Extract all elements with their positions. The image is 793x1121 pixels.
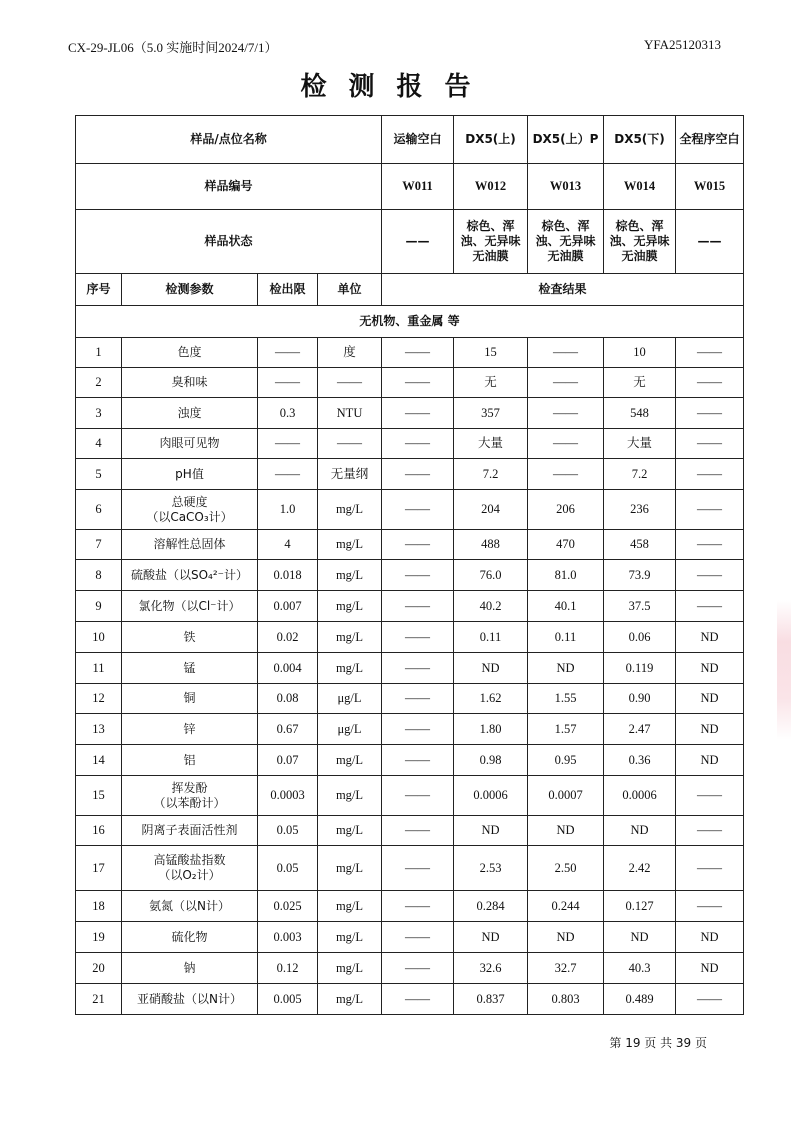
column-header-row (76, 274, 744, 306)
sample-name: DX5(上）P (528, 116, 604, 164)
param-name: 臭和味 (171, 375, 208, 389)
page-title: 检测报告 (300, 72, 493, 102)
row-result: 2.50 (528, 846, 604, 891)
row-result: ND (454, 653, 528, 684)
row-unit: NTU (318, 398, 382, 429)
table-row (76, 338, 744, 368)
row-param (122, 745, 258, 776)
row-limit: 0.05 (258, 816, 318, 846)
row-unit: μg/L (318, 684, 382, 714)
row-result: ND (604, 922, 676, 953)
row-result: 458 (604, 530, 676, 560)
row-result: 2.47 (604, 714, 676, 745)
table-row (76, 459, 744, 490)
row-unit: μg/L (318, 714, 382, 745)
table-row (76, 745, 744, 776)
row-unit: 无量纲 (318, 459, 382, 490)
row-limit: 0.007 (258, 591, 318, 622)
row-unit: mg/L (318, 984, 382, 1015)
param-basis: （以O₂计） (158, 868, 221, 882)
row-seq: 7 (76, 530, 122, 560)
row-result: 0.11 (528, 622, 604, 653)
table-row (76, 953, 744, 984)
row-seq: 2 (76, 368, 122, 398)
col-seq: 序号 (76, 274, 122, 306)
results-table (75, 115, 744, 1015)
row-result: 1.55 (528, 684, 604, 714)
param-name: 铁 (183, 629, 196, 644)
row-result: ND (528, 922, 604, 953)
row-seq: 11 (76, 653, 122, 684)
row-result: 15 (454, 338, 528, 368)
row-unit: mg/L (318, 953, 382, 984)
sample-state: 棕色、浑浊、无异味无油膜 (528, 210, 604, 274)
row-result: 470 (528, 530, 604, 560)
row-result: 548 (604, 398, 676, 429)
row-result: 大量 (604, 429, 676, 459)
seal-edge (777, 600, 791, 740)
sample-id-row (76, 164, 744, 210)
row-result: 1.57 (528, 714, 604, 745)
row-result: —— (676, 368, 744, 398)
row-result: 0.98 (454, 745, 528, 776)
row-unit: mg/L (318, 891, 382, 922)
row-limit: —— (258, 368, 318, 398)
row-result: 32.6 (454, 953, 528, 984)
row-seq: 20 (76, 953, 122, 984)
row-result: —— (676, 530, 744, 560)
sample-id: W011 (382, 164, 454, 210)
row-seq: 14 (76, 745, 122, 776)
row-result: 0.244 (528, 891, 604, 922)
row-result: —— (382, 922, 454, 953)
row-param (122, 560, 258, 591)
row-param (122, 714, 258, 745)
row-result: ND (676, 622, 744, 653)
param-basis: （以CaCO₃计） (146, 509, 233, 524)
row-unit: mg/L (318, 591, 382, 622)
sample-name-row (76, 116, 744, 164)
row-result: —— (676, 429, 744, 459)
row-unit: —— (318, 429, 382, 459)
row-seq: 12 (76, 684, 122, 714)
row-param (122, 684, 258, 714)
row-result: 73.9 (604, 560, 676, 591)
table-row (76, 560, 744, 591)
row-limit: 0.003 (258, 922, 318, 953)
row-result: —— (382, 953, 454, 984)
row-result: —— (382, 338, 454, 368)
param-basis: （以苯酚计） (153, 795, 226, 810)
row-result: ND (676, 953, 744, 984)
table-row (76, 891, 744, 922)
sample-name: 全程序空白 (676, 116, 744, 164)
table-row (76, 816, 744, 846)
row-result: 0.0007 (528, 776, 604, 816)
row-result: 1.62 (454, 684, 528, 714)
sample-state-row (76, 210, 744, 274)
sample-name-label: 样品/点位名称 (76, 116, 382, 164)
row-result: 1.80 (454, 714, 528, 745)
param-name: 铜 (183, 691, 196, 705)
row-result: 0.36 (604, 745, 676, 776)
sample-name: DX5(下) (604, 116, 676, 164)
param-name: pH值 (175, 466, 204, 481)
row-limit: —— (258, 459, 318, 490)
sample-name: 运输空白 (382, 116, 454, 164)
row-result: 0.0006 (604, 776, 676, 816)
param-name: 色度 (177, 345, 202, 359)
row-result: 488 (454, 530, 528, 560)
row-seq: 17 (76, 846, 122, 891)
row-result: 204 (454, 490, 528, 530)
table-row (76, 368, 744, 398)
param-name: 氯化物（以Cl⁻计） (138, 598, 241, 613)
row-result: 0.95 (528, 745, 604, 776)
row-result: 0.803 (528, 984, 604, 1015)
row-result: —— (676, 776, 744, 816)
row-result: —— (382, 490, 454, 530)
row-result: —— (528, 459, 604, 490)
col-unit: 单位 (318, 274, 382, 306)
row-result: —— (382, 714, 454, 745)
row-result: —— (676, 490, 744, 530)
row-result: —— (528, 398, 604, 429)
row-limit: 1.0 (258, 490, 318, 530)
row-unit: mg/L (318, 846, 382, 891)
row-seq: 9 (76, 591, 122, 622)
row-result: —— (528, 429, 604, 459)
row-result: —— (382, 816, 454, 846)
table-row (76, 398, 744, 429)
row-result: —— (676, 591, 744, 622)
table-row (76, 490, 744, 530)
table-row (76, 591, 744, 622)
table-row (76, 622, 744, 653)
row-limit: 0.05 (258, 846, 318, 891)
row-seq: 21 (76, 984, 122, 1015)
row-unit: mg/L (318, 776, 382, 816)
row-result: —— (528, 338, 604, 368)
row-result: 0.90 (604, 684, 676, 714)
section-row (76, 306, 744, 338)
row-result: 236 (604, 490, 676, 530)
row-result: ND (454, 922, 528, 953)
row-seq: 8 (76, 560, 122, 591)
row-limit: 4 (258, 530, 318, 560)
row-result: 40.1 (528, 591, 604, 622)
row-limit: —— (258, 429, 318, 459)
row-result: 40.2 (454, 591, 528, 622)
param-name: 阴离子表面活性剂 (141, 823, 238, 837)
row-unit: mg/L (318, 653, 382, 684)
row-param (122, 530, 258, 560)
row-result: 2.53 (454, 846, 528, 891)
param-name: 氨氮（以N计） (149, 898, 230, 913)
row-limit: 0.67 (258, 714, 318, 745)
sample-id: W012 (454, 164, 528, 210)
row-param (122, 891, 258, 922)
row-result: —— (382, 398, 454, 429)
row-limit: 0.08 (258, 684, 318, 714)
row-result: —— (382, 846, 454, 891)
row-unit: mg/L (318, 922, 382, 953)
row-param (122, 984, 258, 1015)
row-result: 357 (454, 398, 528, 429)
sample-id: W014 (604, 164, 676, 210)
row-limit: 0.025 (258, 891, 318, 922)
row-result: ND (604, 816, 676, 846)
row-param (122, 653, 258, 684)
row-result: 0.0006 (454, 776, 528, 816)
row-unit: mg/L (318, 560, 382, 591)
row-result: 206 (528, 490, 604, 530)
row-result: —— (676, 984, 744, 1015)
row-result: —— (382, 429, 454, 459)
row-result: ND (454, 816, 528, 846)
row-result: 大量 (454, 429, 528, 459)
row-result: —— (528, 368, 604, 398)
row-limit: 0.3 (258, 398, 318, 429)
row-result: 32.7 (528, 953, 604, 984)
row-limit: 0.018 (258, 560, 318, 591)
table-row (76, 530, 744, 560)
row-limit: 0.07 (258, 745, 318, 776)
row-result: 0.837 (454, 984, 528, 1015)
row-param (122, 338, 258, 368)
row-result: 2.42 (604, 846, 676, 891)
sample-name: DX5(上) (454, 116, 528, 164)
table-row (76, 922, 744, 953)
row-result: —— (676, 560, 744, 591)
document-code: CX-29-JL06（5.0 实施时间2024/7/1） (68, 40, 278, 55)
row-result: 0.127 (604, 891, 676, 922)
row-result: 10 (604, 338, 676, 368)
row-result: 0.11 (454, 622, 528, 653)
row-unit: mg/L (318, 490, 382, 530)
sample-id: W013 (528, 164, 604, 210)
row-result: —— (382, 560, 454, 591)
row-seq: 18 (76, 891, 122, 922)
row-limit: 0.005 (258, 984, 318, 1015)
row-param (122, 398, 258, 429)
section-label: 无机物、重金属 等 (76, 306, 744, 338)
param-name: 挥发酚 (171, 780, 208, 795)
report-number: YFA25120313 (643, 37, 721, 52)
param-name: 亚硝酸盐（以N计） (137, 991, 242, 1006)
row-limit: —— (258, 338, 318, 368)
row-result: —— (382, 622, 454, 653)
row-param (122, 816, 258, 846)
row-result: —— (382, 459, 454, 490)
row-unit: mg/L (318, 622, 382, 653)
sample-state: —— (382, 210, 454, 274)
param-name: 铝 (183, 752, 196, 767)
row-unit: mg/L (318, 530, 382, 560)
param-name: 浊度 (177, 405, 202, 420)
row-param (122, 846, 258, 891)
row-result: 0.06 (604, 622, 676, 653)
row-seq: 15 (76, 776, 122, 816)
row-result: ND (528, 653, 604, 684)
row-result: 0.489 (604, 984, 676, 1015)
row-seq: 6 (76, 490, 122, 530)
row-result: —— (382, 684, 454, 714)
row-unit: mg/L (318, 745, 382, 776)
row-param (122, 490, 258, 530)
row-result: 无 (604, 368, 676, 398)
row-result: —— (676, 398, 744, 429)
row-result: 0.284 (454, 891, 528, 922)
param-name: 硫酸盐（以SO₄²⁻计） (130, 567, 249, 582)
row-result: 81.0 (528, 560, 604, 591)
row-result: 7.2 (454, 459, 528, 490)
row-result: —— (382, 653, 454, 684)
row-seq: 5 (76, 459, 122, 490)
row-seq: 3 (76, 398, 122, 429)
sample-state: 棕色、浑浊、无异味无油膜 (604, 210, 676, 274)
table-row (76, 684, 744, 714)
param-name: 锌 (183, 721, 196, 736)
table-row (76, 653, 744, 684)
table-row (76, 984, 744, 1015)
row-result: —— (382, 591, 454, 622)
param-name: 高锰酸盐指数 (153, 853, 226, 867)
row-param (122, 368, 258, 398)
row-param (122, 922, 258, 953)
row-seq: 13 (76, 714, 122, 745)
row-result: —— (382, 368, 454, 398)
table-row (76, 714, 744, 745)
page-footer: 第 19 页 共 39 页 (609, 1036, 707, 1050)
row-result: 40.3 (604, 953, 676, 984)
param-name: 肉眼可见物 (159, 436, 220, 450)
row-param (122, 953, 258, 984)
row-result: —— (382, 745, 454, 776)
row-limit: 0.02 (258, 622, 318, 653)
row-unit: 度 (318, 338, 382, 368)
row-unit: —— (318, 368, 382, 398)
sample-state: 棕色、浑浊、无异味无油膜 (454, 210, 528, 274)
row-result: ND (676, 653, 744, 684)
row-seq: 4 (76, 429, 122, 459)
row-seq: 10 (76, 622, 122, 653)
col-limit: 检出限 (258, 274, 318, 306)
row-seq: 1 (76, 338, 122, 368)
row-param (122, 429, 258, 459)
row-result: ND (528, 816, 604, 846)
row-limit: 0.0003 (258, 776, 318, 816)
row-param (122, 591, 258, 622)
row-seq: 16 (76, 816, 122, 846)
row-param (122, 459, 258, 490)
row-result: —— (676, 816, 744, 846)
row-result: 无 (454, 368, 528, 398)
row-result: ND (676, 714, 744, 745)
row-result: 0.119 (604, 653, 676, 684)
row-result: —— (676, 891, 744, 922)
param-name: 总硬度 (171, 494, 208, 509)
row-result: —— (382, 530, 454, 560)
row-param (122, 622, 258, 653)
row-result: 37.5 (604, 591, 676, 622)
sample-id-label: 样品编号 (76, 164, 382, 210)
row-unit: mg/L (318, 816, 382, 846)
param-name: 钠 (183, 960, 196, 975)
row-limit: 0.004 (258, 653, 318, 684)
param-name: 溶解性总固体 (153, 537, 226, 551)
sample-state: —— (676, 210, 744, 274)
row-result: —— (382, 984, 454, 1015)
col-param: 检测参数 (122, 274, 258, 306)
col-result: 检查结果 (382, 274, 744, 306)
row-result: —— (382, 891, 454, 922)
row-result: —— (676, 338, 744, 368)
sample-state-label: 样品状态 (76, 210, 382, 274)
table-row (76, 776, 744, 816)
row-result: —— (676, 459, 744, 490)
param-name: 硫化物 (171, 929, 208, 944)
row-result: ND (676, 745, 744, 776)
row-seq: 19 (76, 922, 122, 953)
row-result: —— (676, 846, 744, 891)
param-name: 锰 (183, 660, 196, 675)
sample-id: W015 (676, 164, 744, 210)
row-result: 76.0 (454, 560, 528, 591)
row-result: ND (676, 922, 744, 953)
row-limit: 0.12 (258, 953, 318, 984)
row-param (122, 776, 258, 816)
row-result: —— (382, 776, 454, 816)
row-result: ND (676, 684, 744, 714)
row-result: 7.2 (604, 459, 676, 490)
table-row (76, 429, 744, 459)
table-row (76, 846, 744, 891)
